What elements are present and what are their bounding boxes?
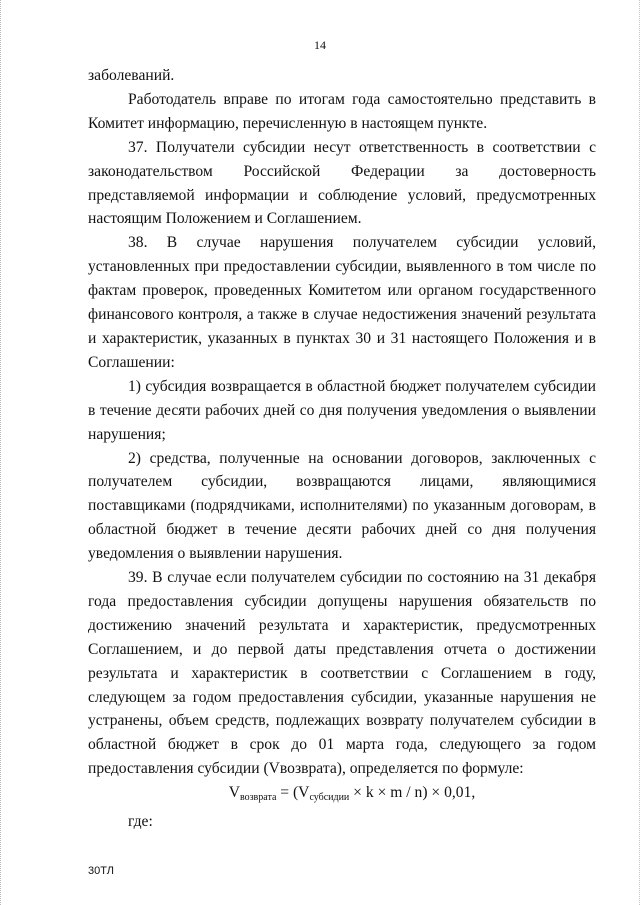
scan-right-edge	[636, 0, 640, 905]
formula-v1: V	[228, 784, 240, 802]
page-number: 14	[314, 38, 326, 52]
paragraph-39: 39. В случае если получателем субсидии по состоянию на 31 декабря года предоставления субсидии допущены нарушения обязательств по достижению значений результата и характеристик, предусмотренных Соглашением, и до первой даты представления отчета о достижении результата и характеристик в соответствии с Соглашением в году, следующем за годом предоставления субсидии, указанные нарушения не устранены, объем средств, подлежащих возврату получателем субсидии в областной бюджет в срок до 01 марта года, следующего за годом предоставления субсидии (Vвозврата), определяется по формуле:	[88, 569, 596, 778]
formula-sub-subsidii: субсидии	[309, 792, 350, 804]
paragraph-38-item-1: 1) субсидия возвращается в областной бюджет получателем субсидии в течение десяти рабочих дней со дня получения уведомления о выявлении нарушения;	[88, 377, 596, 443]
where-label: где:	[128, 813, 153, 831]
paragraph-38: 38. В случае нарушения получателем субсидии условий, установленных при предоставлении субсидии, выявленного в том числе по фактам проверок, проведенных Комитетом или органом государственного финансового контроля, а также в случае недостижения значений результата и характеристик, указанных в пунктах 30 и 31 настоящего Положения и в Соглашении:	[88, 234, 596, 371]
paragraph-37: 37. Получатели субсидии несут ответственность в соответствии с законодательством Российской Федерации за достоверность представляемой информации и соблюдение условий, предусмотренных настоящим Положением и Соглашением.	[88, 138, 596, 228]
formula-sub-vozvrata: возврата	[239, 792, 277, 804]
paragraph-continuation: заболеваний.	[88, 67, 175, 84]
paragraph-employer-info: Работодатель вправе по итогам года самостоятельно представить в Комитет информацию, перечисленную в настоящем пункте.	[88, 90, 596, 132]
paragraph-38-item-2: 2) средства, полученные на основании договоров, заключенных с получателем субсидии, возвращаются лицами, являющимися поставщиками (подрядчиками, исполнителями) по указанным договорам, в областной бюджет в течение десяти рабочих дней со дня получения уведомления о выявлении нарушения.	[88, 449, 596, 563]
formula	[88, 781, 596, 810]
document-body	[88, 64, 596, 834]
formula-rest: × k × m / n) × 0,01,	[349, 784, 476, 802]
scan-left-edge	[0, 0, 4, 905]
formula-mid: = (V	[276, 784, 310, 802]
footer-code: 30ТЛ	[88, 865, 114, 877]
